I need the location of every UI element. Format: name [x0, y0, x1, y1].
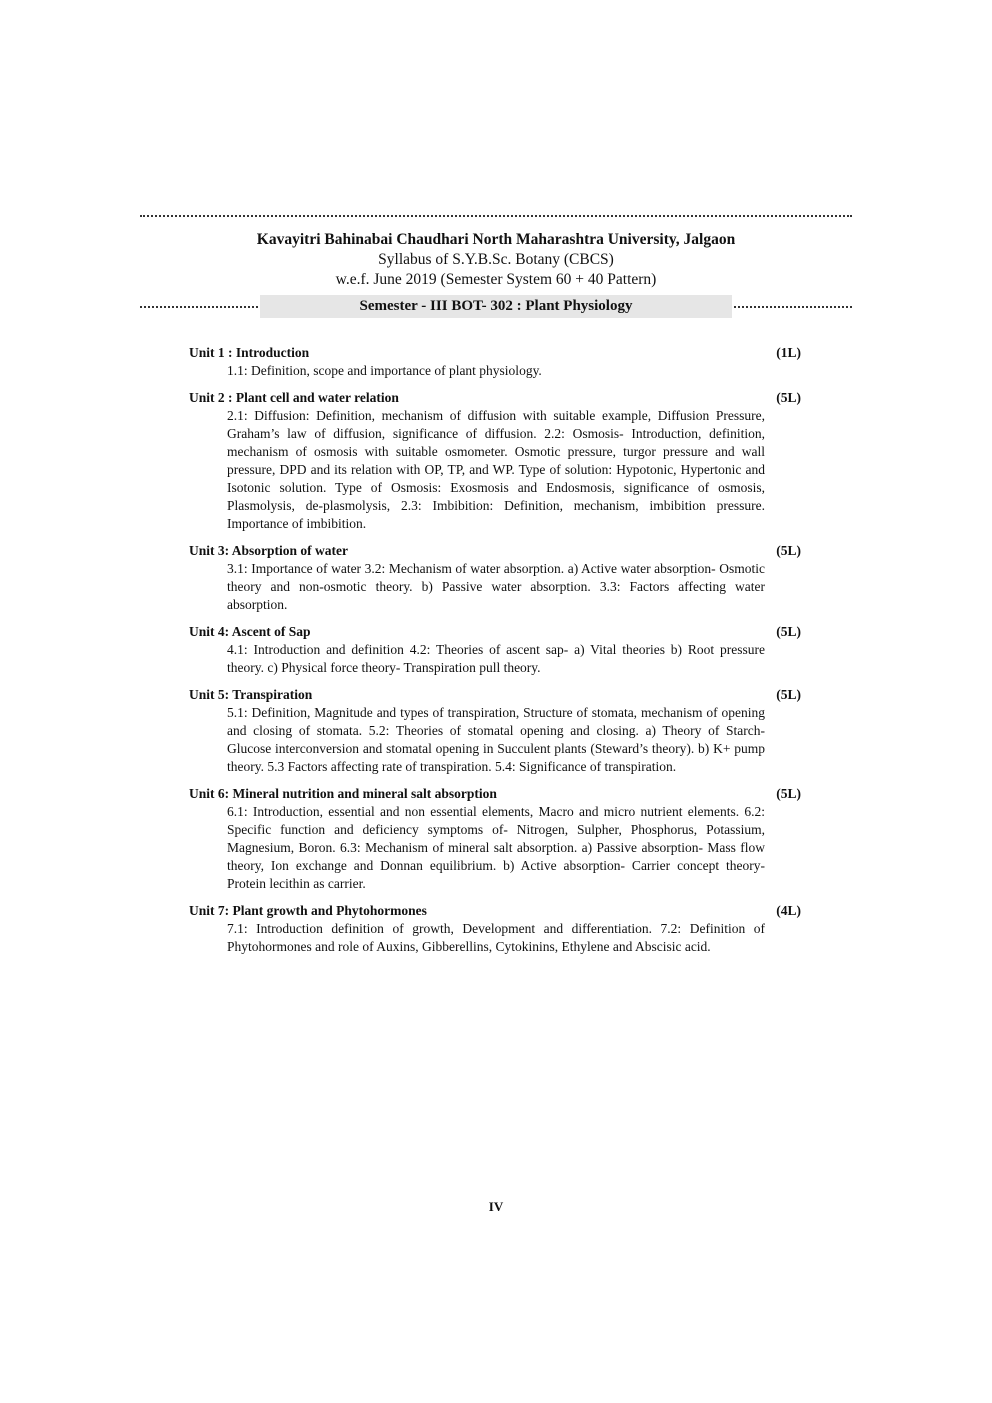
semester-title: Semester - III BOT- 302 : Plant Physiology [260, 295, 732, 318]
document-header [140, 230, 852, 290]
unit-title: Unit 4: Ascent of Sap [189, 624, 311, 639]
unit-title: Unit 2 : Plant cell and water relation [189, 390, 399, 405]
unit-title: Unit 1 : Introduction [189, 345, 310, 360]
unit-lectures: (5L) [776, 390, 801, 405]
unit-description: 7.1: Introduction definition of growth, Development and differentiation. 7.2: Definition of Phytohormones and role of Auxins, Gibberellins, Cytokinins, Ethylene and Abscisic acid. [227, 921, 765, 954]
unit-title: Unit 5: Transpiration [189, 687, 313, 702]
unit-heading [189, 542, 801, 560]
unit-description: 1.1: Definition, scope and importance of plant physiology. [227, 363, 542, 378]
unit-lectures: (5L) [776, 543, 801, 558]
unit-4 [189, 623, 801, 677]
unit-2 [189, 389, 801, 533]
unit-heading [189, 344, 801, 362]
unit-description: 5.1: Definition, Magnitude and types of transpiration, Structure of stomata, mechanism of opening and closing of stomata. 5.2: Theories of stomatal opening and closing. a) Theory of Starch- Glucose interconversion and stomatal opening in Succulent plants (Steward’s theory). b) K+ pump theory. 5.3 Factors affecting rate of transpiration. 5.4: Significance of transpiration. [227, 705, 765, 774]
unit-description: 6.1: Introduction, essential and non essential elements, Macro and micro nutrient elements. 6.2: Specific function and deficiency symptoms of- Nitrogen, Sulpher, Phosphorus, Potassium, Magnesium, Boron. 6.3: Mechanism of mineral salt absorption. a) Passive absorption- Mass flow theory, Ion exchange and Donnan equilibrium. b) Active absorption- Carrier concept theory- Protein lecithin as carrier. [227, 804, 765, 891]
university-name: Kavayitri Bahinabai Chaudhari North Maharashtra University, Jalgaon [256, 231, 736, 248]
left-dotted-rule [140, 306, 258, 308]
unit-6 [189, 785, 801, 893]
unit-description: 3.1: Importance of water 3.2: Mechanism of water absorption. a) Active water absorption- Osmotic theory and non-osmotic theory. b) Passive water absorption. 3.3: Factors affecting water absorption. [227, 561, 765, 612]
unit-7 [189, 902, 801, 956]
unit-heading [189, 623, 801, 641]
unit-5 [189, 686, 801, 776]
unit-description: 2.1: Diffusion: Definition, mechanism of diffusion with suitable example, Diffusion Pressure, Graham’s law of diffusion, significance of diffusion. 2.2: Osmosis- Introduction, definition, mechanism of osmosis with suitable osmometer. Osmotic pressure, turgor pressure and wall pressure, DPD and its relation with OP, TP, and WP. Type of solution: Hypotonic, Hypertonic and Isotonic solution. Type of Osmosis: Exosmosis and Endosmosis, significance of osmosis, Plasmolysis, de-plasmolysis, 2.3: Imbibition: Definition, mechanism, imbibition pressure. Importance of imbibition. [227, 408, 765, 531]
unit-heading [189, 902, 801, 920]
unit-heading [189, 686, 801, 704]
right-dotted-rule [734, 306, 852, 308]
unit-lectures: (5L) [776, 786, 801, 801]
unit-list [189, 344, 801, 965]
unit-title: Unit 6: Mineral nutrition and mineral salt absorption [189, 786, 497, 801]
unit-3 [189, 542, 801, 614]
unit-lectures: (5L) [776, 624, 801, 639]
unit-heading [189, 389, 801, 407]
page-number: IV [488, 1199, 504, 1214]
unit-description: 4.1: Introduction and definition 4.2: Theories of ascent sap- a) Vital theories b) Root pressure theory. c) Physical force theory- Transpiration pull theory. [227, 642, 765, 675]
top-dotted-rule [140, 215, 852, 217]
effective-date: w.e.f. June 2019 (Semester System 60 + 40 Pattern) [335, 271, 657, 288]
unit-lectures: (4L) [776, 903, 801, 918]
unit-title: Unit 7: Plant growth and Phytohormones [189, 903, 427, 918]
unit-1 [189, 344, 801, 380]
unit-lectures: (5L) [776, 687, 801, 702]
unit-title: Unit 3: Absorption of water [189, 543, 348, 558]
unit-heading [189, 785, 801, 803]
unit-lectures: (1L) [776, 345, 801, 360]
syllabus-title: Syllabus of S.Y.B.Sc. Botany (CBCS) [378, 251, 614, 268]
